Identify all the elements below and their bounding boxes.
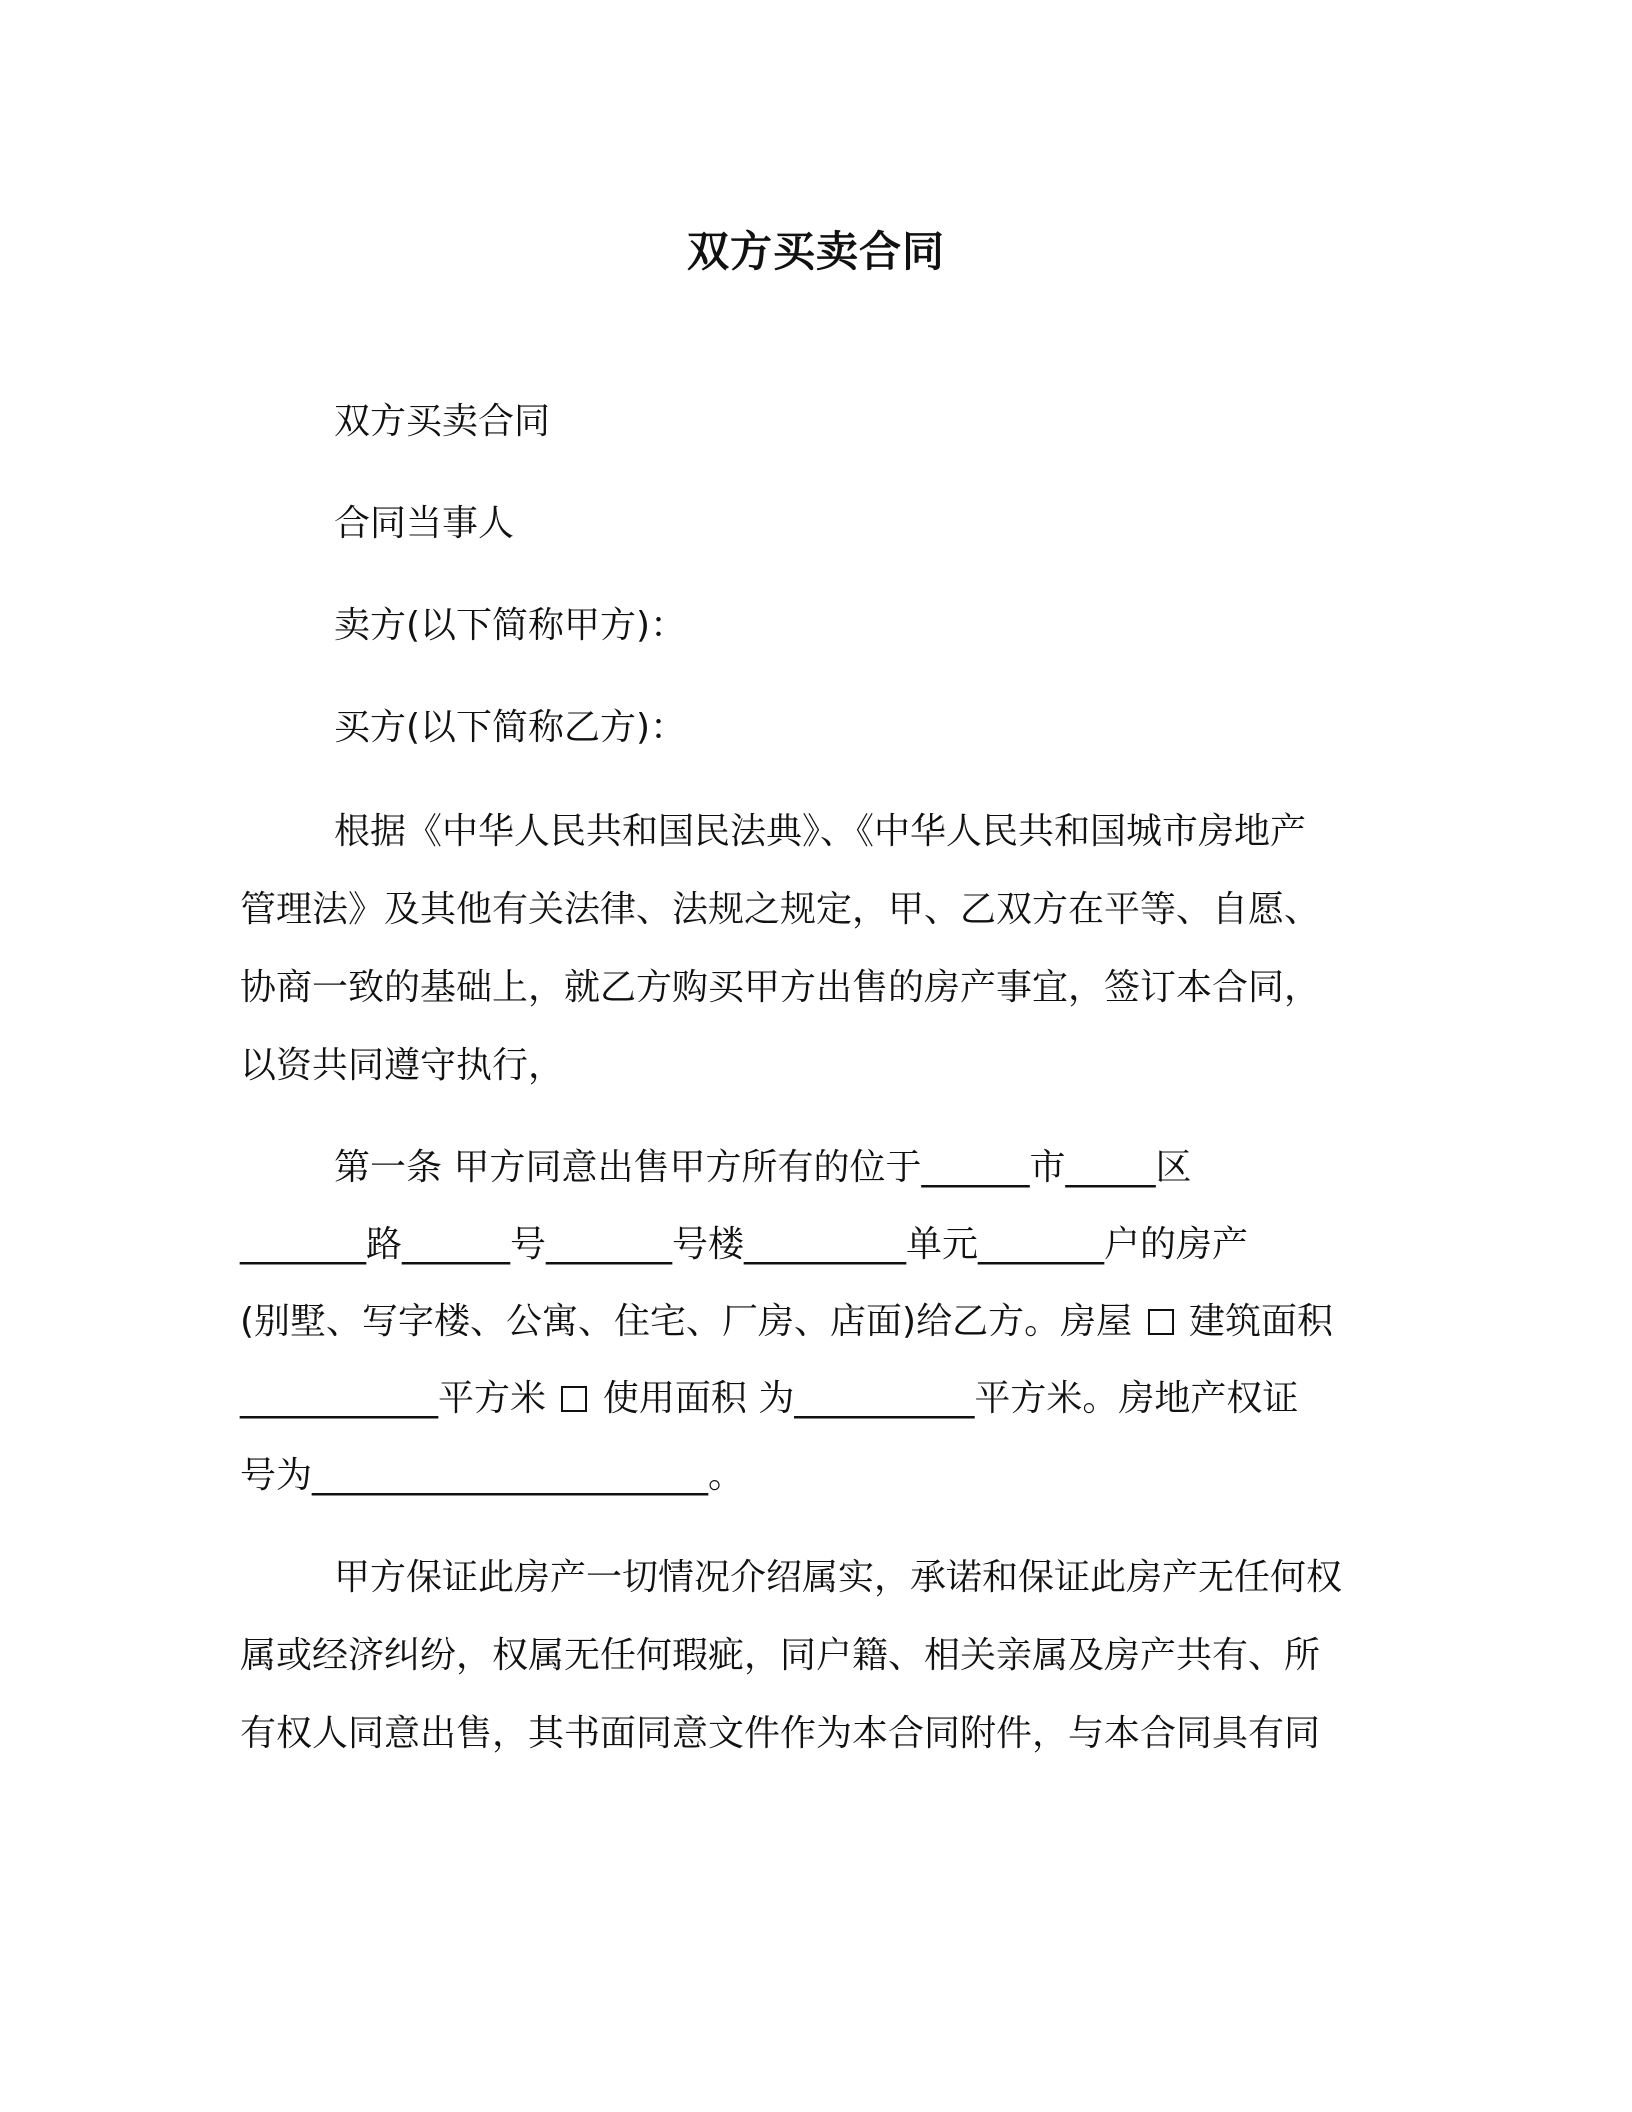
article1-line-1: 第一条 甲方同意出售甲方所有的位于______市_____区 (334, 1147, 1192, 1188)
guarantee-line-2: 属或经济纠纷，权属无任何瑕疵，同户籍、相关亲属及房产共有、所 (240, 1635, 1321, 1676)
article1-line-5: 号为______________________。 (240, 1455, 745, 1496)
preamble-line-4: 以资共同遵守执行， (240, 1045, 565, 1086)
document-title: 双方买卖合同 (686, 227, 945, 276)
usable-area-checkbox[interactable] (561, 1386, 587, 1412)
building-area-label: 建筑面积 (1189, 1301, 1334, 1342)
heading-repeat: 双方买卖合同 (334, 401, 551, 442)
article1-line-3 (240, 1296, 1400, 1348)
guarantee-line-1: 甲方保证此房产一切情况介绍属实，承诺和保证此房产无任何权 (334, 1557, 1343, 1598)
preamble-line-1: 根据《中华人民共和国民法典》、《中华人民共和国城市房地产 (334, 811, 1307, 852)
article1-line-2: _______路______号_______号楼_________单元_______户的房产 (240, 1224, 1249, 1265)
article1-line-4 (240, 1373, 1400, 1425)
article1-line-3-text: (别墅、写字楼、公寓、住宅、厂房、店面)给乙方。房屋 (240, 1301, 1133, 1342)
parties-heading: 合同当事人 (334, 503, 515, 544)
buyer-label: 买方(以下简称乙方)： (334, 707, 687, 748)
seller-label: 卖方(以下简称甲方)： (334, 605, 687, 646)
preamble-line-2: 管理法》及其他有关法律、法规之规定，甲、乙双方在平等、自愿、 (240, 889, 1321, 930)
building-area-checkbox[interactable] (1148, 1309, 1174, 1335)
article1-line-4-text: ___________平方米 (240, 1378, 547, 1419)
guarantee-line-3: 有权人同意出售，其书面同意文件作为本合同附件，与本合同具有同 (240, 1713, 1321, 1754)
usable-area-label: 使用面积 为__________平方米。房地产权证 (602, 1378, 1299, 1419)
preamble-line-3: 协商一致的基础上，就乙方购买甲方出售的房产事宜，签订本合同， (240, 967, 1321, 1008)
